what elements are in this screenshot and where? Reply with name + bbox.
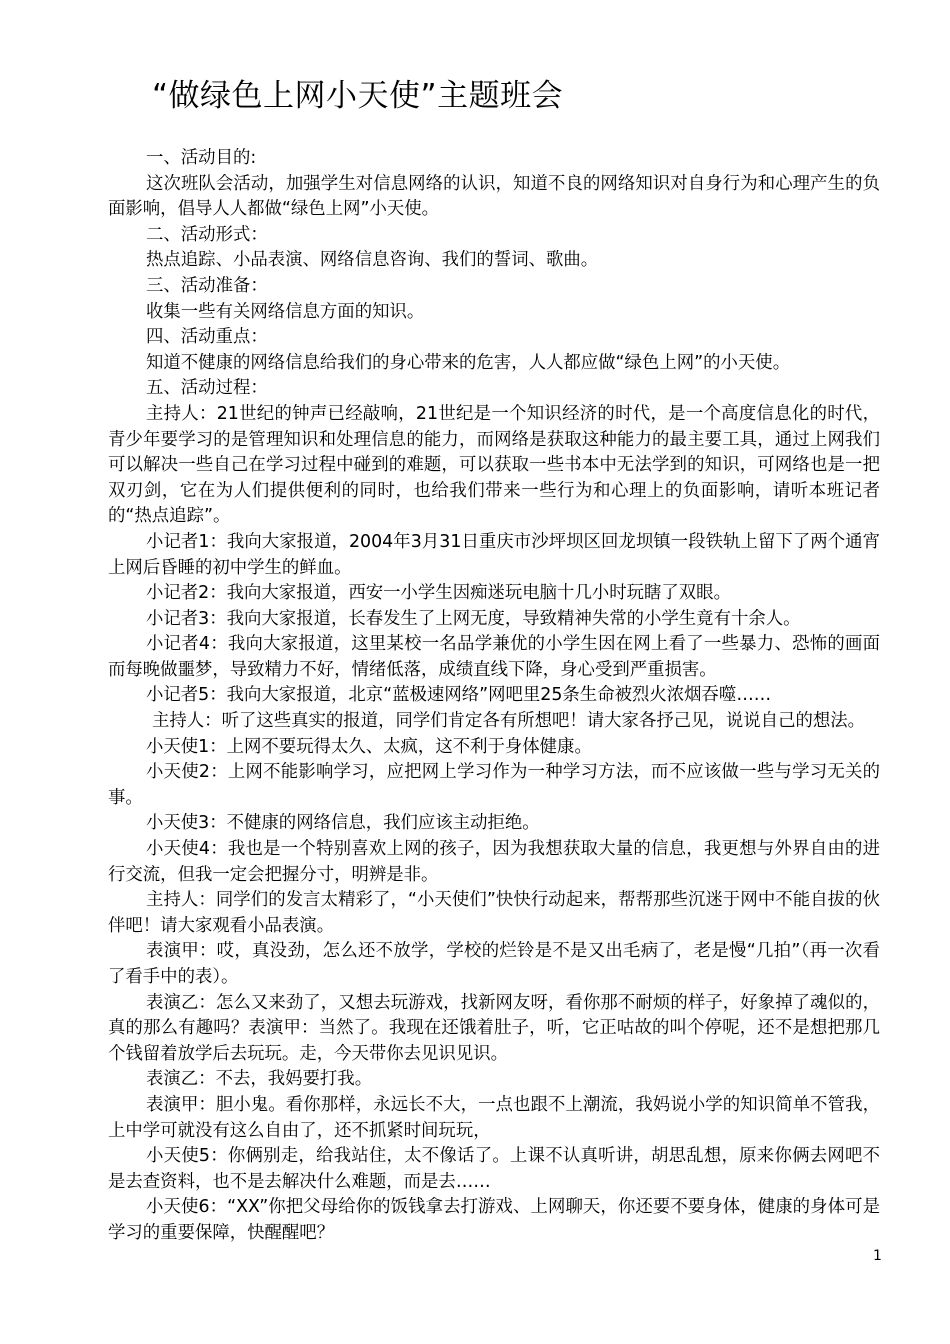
- paragraph: 小记者4：我向大家报道，这里某校一名品学兼优的小学生因在网上看了一些暴力、恐怖的画面而每晚做噩梦，导致精力不好，情绪低落，成绩直线下降，身心受到严重损害。: [108, 634, 880, 680]
- paragraph: 小天使1：上网不要玩得太久、太疯，这不利于身体健康。: [146, 736, 592, 757]
- paragraph: 表演乙：不去，我妈要打我。: [146, 1069, 373, 1090]
- paragraph: 三、活动准备：: [146, 275, 268, 296]
- paragraph: 小记者5：我向大家报道，北京“蓝极速网络”网吧里25条生命被烈火浓烟吞噬……: [146, 685, 772, 706]
- paragraph: 这次班队会活动，加强学生对信息网络的认识，知道不良的网络知识对自身行为和心理产生的负面影响，倡导人人都做“绿色上网”小天使。: [108, 173, 880, 220]
- paragraph: 热点追踪、小品表演、网络信息咨询、我们的誓词、歌曲。: [146, 250, 599, 271]
- page-number: 1: [873, 1248, 882, 1264]
- paragraph: 主持人：听了这些真实的报道，同学们肯定各有所想吧！请大家各抒己见，说说自己的想法。: [152, 711, 866, 732]
- paragraph: 小天使3：不健康的网络信息，我们应该主动拒绝。: [146, 813, 540, 834]
- paragraph: 五、活动过程：: [146, 378, 268, 399]
- paragraph: 四、活动重点：: [146, 327, 268, 348]
- document-body: [108, 146, 880, 1247]
- paragraph: 小天使2：上网不能影响学习，应把网上学习作为一种学习方法，而不应该做一些与学习无关的事。: [108, 762, 880, 808]
- paragraph: 表演甲：胆小鬼。看你那样，永远长不大，一点也跟不上潮流，我妈说小学的知识简单不管我，上中学可就没有这么自由了，还不抓紧时间玩玩，: [108, 1094, 880, 1141]
- paragraph: 一、活动目的:: [146, 148, 257, 168]
- paragraph: 小记者2：我向大家报道，西安一小学生因痴迷玩电脑十几小时玩瞎了双眼。: [146, 583, 731, 604]
- paragraph: 知道不健康的网络信息给我们的身心带来的危害，人人都应做“绿色上网”的小天使。: [146, 352, 791, 373]
- paragraph: 小记者1：我向大家报道，2004年3月31日重庆市沙坪坝区回龙坝镇一段铁轨上留下了两个通宵上网后昏睡的初中学生的鲜血。: [108, 531, 880, 578]
- paragraph: 二、活动形式：: [146, 224, 268, 245]
- paragraph: 小记者3：我向大家报道，长春发生了上网无度，导致精神失常的小学生竟有十余人。: [146, 608, 801, 629]
- paragraph: 表演甲：哎，真没劲，怎么还不放学，学校的烂铃是不是又出毛病了，老是慢“几拍”（再一次看了看手中的表）。: [108, 941, 880, 987]
- paragraph: 表演乙：怎么又来劲了，又想去玩游戏，找新网友呀，看你那不耐烦的样子，好象掉了魂似的，真的那么有趣吗？表演甲：当然了。我现在还饿着肚子，听，它正咕故的叫个停呢，还不是想把那几个钱留着放学后去玩玩。走，今天带你去见识见识。: [108, 992, 880, 1064]
- paragraph: 小天使5：你俩别走，给我站住，太不像话了。上课不认真听讲，胡思乱想，原来你俩去网吧不是去查资料，也不是去解决什么难题，而是去……: [108, 1146, 880, 1192]
- paragraph: 主持人：21世纪的钟声已经敲响，21世纪是一个知识经济的时代，是一个高度信息化的时代，青少年要学习的是管理知识和处理信息的能力，而网络是获取这种能力的最主要工具，通过上网我们可以解决一些自己在学习过程中碰到的难题，可以获取一些书本中无法学到的知识，可网络也是一把双刃剑，它在为人们提供便利的同时，也给我们带来一些行为和心理上的负面影响，请听本班记者的“热点追踪”。: [108, 403, 880, 527]
- document-title: “做绿色上网小天使”主题班会: [152, 78, 564, 114]
- paragraph: 小天使4：我也是一个特别喜欢上网的孩子，因为我想获取大量的信息，我更想与外界自由的进行交流，但我一定会把握分寸，明辨是非。: [108, 839, 880, 885]
- paragraph: 收集一些有关网络信息方面的知识。: [146, 301, 425, 322]
- paragraph: 主持人：同学们的发言太精彩了，“小天使们”快快行动起来，帮帮那些沉迷于网中不能自拔的伙伴吧！请大家观看小品表演。: [108, 890, 880, 936]
- paragraph: 小天使6：“XX”你把父母给你的饭钱拿去打游戏、上网聊天，你还要不要身体，健康的身体可是学习的重要保障，快醒醒吧？: [108, 1197, 880, 1243]
